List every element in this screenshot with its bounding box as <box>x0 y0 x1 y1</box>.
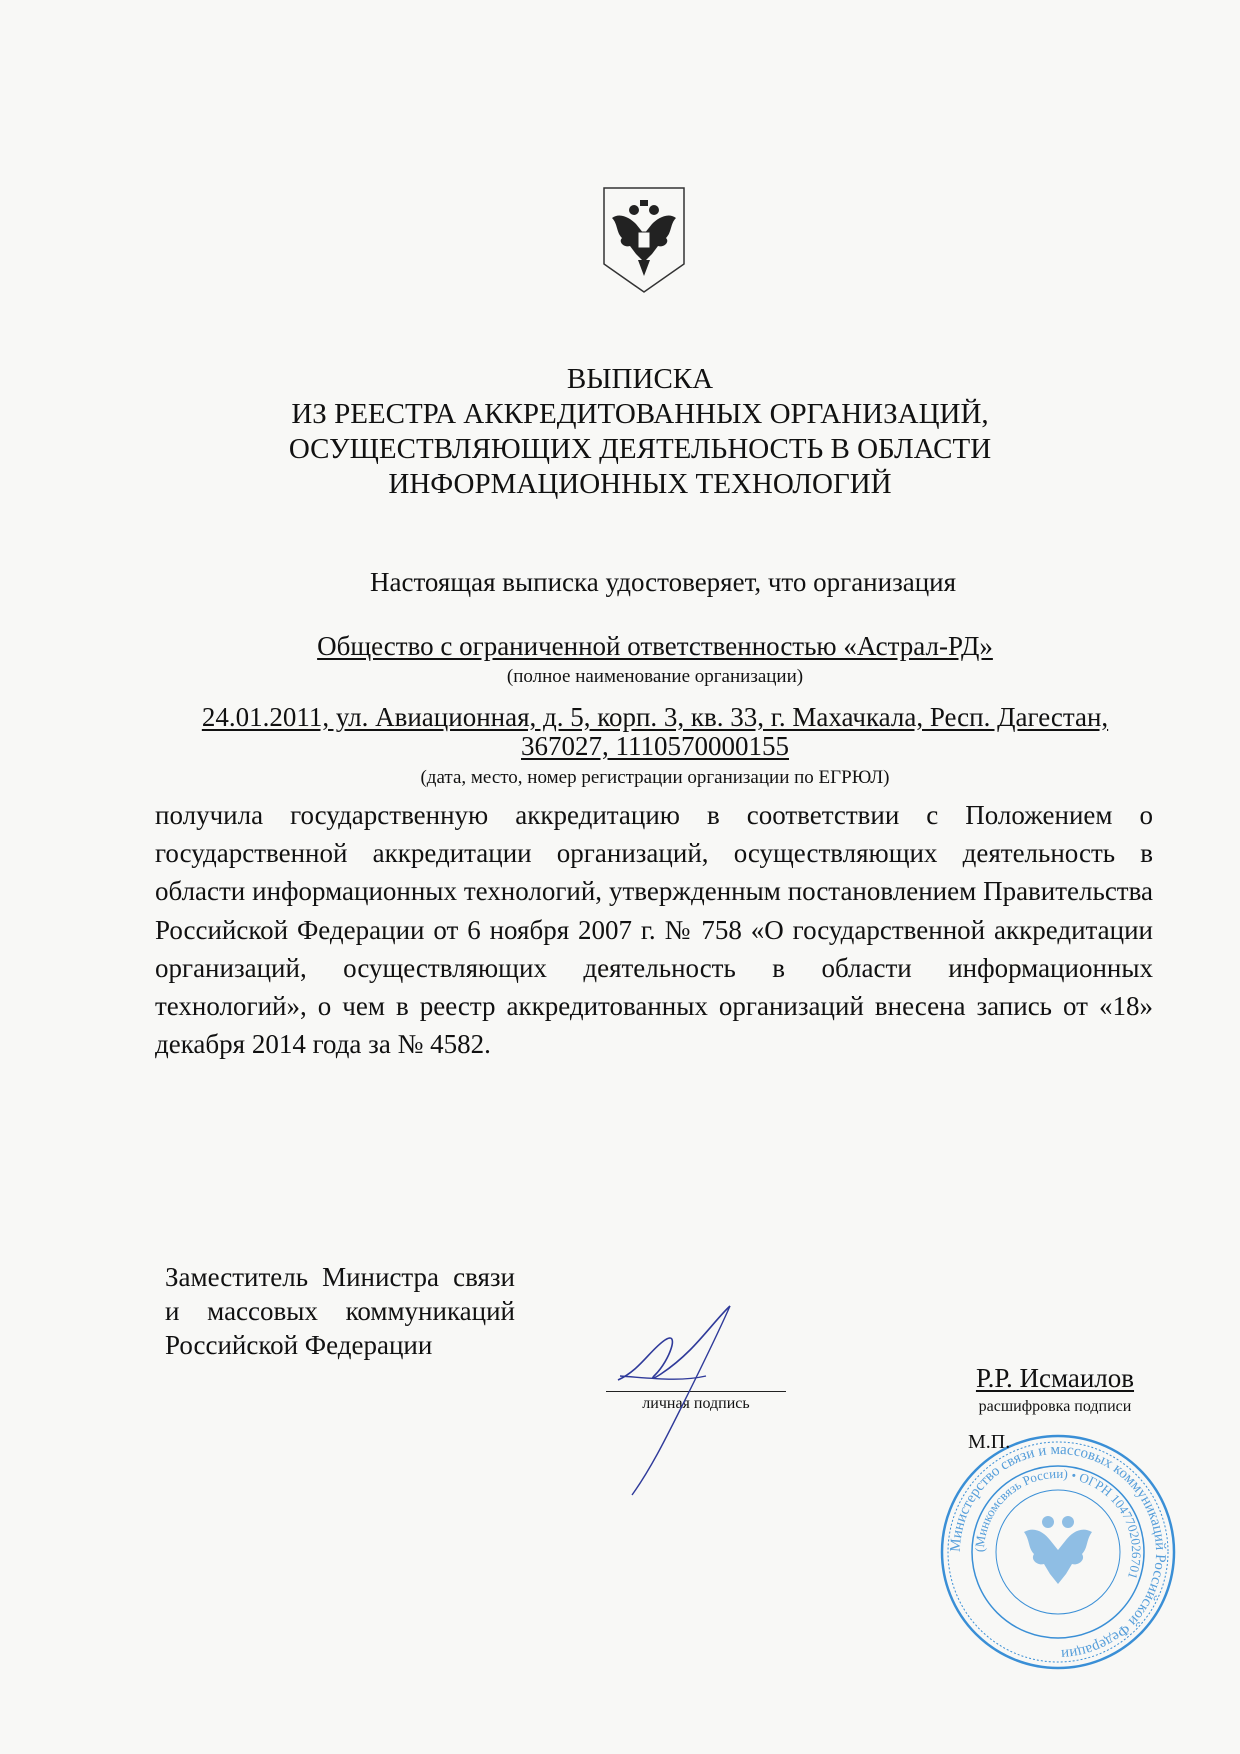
official-seal-icon <box>938 1432 1178 1672</box>
title-line: ВЫПИСКА <box>566 363 714 395</box>
registration-line-1-text: 24.01.2011, ул. Авиационная, д. 5, корп. 3, кв. 33, г. Махачкала, Респ. Дагестан, <box>201 702 1109 732</box>
seal-inner-text: (Минкомсвязь России) • ОГРН 1047702026701 <box>971 1465 1145 1581</box>
intro-text: Настоящая выписка удостоверяет, что организация <box>370 567 957 597</box>
organization-name-text: Общество с ограниченной ответственностью «Астрал-РД» <box>317 631 993 661</box>
registration-line-1 <box>155 701 1155 733</box>
handwritten-signature-icon <box>610 1300 790 1500</box>
registration-line-2-text: 367027, 1110570000155 <box>521 731 789 761</box>
signatory-name-caption: расшифровка подписи <box>978 1398 1132 1415</box>
coat-of-arms-icon <box>600 184 688 296</box>
title-line: ИЗ РЕЕСТРА АККРЕДИТОВАННЫХ ОРГАНИЗАЦИЙ, <box>291 398 989 430</box>
accreditation-body-text: получила государственную аккредитацию в соответствии с Положением о государственной аккредитации организаций, осуществляющих деятельность в области информационных технологий, утвержденным постановлением Правительства Российской Федерации от 6 ноября 2007 г. № 758 «О государственной аккредитации организаций, осуществляющих деятельность в области информационных технологий», о чем в реестр аккредитованных организаций внесена запись от «18» декабря 2014 года за № 4582. <box>155 800 1153 1060</box>
seal-outer-text: Министерство связи и массовых коммуникаций Российской Федерации <box>947 1441 1169 1663</box>
organization-name-caption: (полное наименование организации) <box>506 666 804 687</box>
signature-caption: личная подпись <box>642 1395 750 1412</box>
registration-line-2 <box>155 730 1155 762</box>
stamp-place-label: М.П. <box>968 1431 1011 1453</box>
signatory-name-text: Р.Р. Исмаилов <box>975 1363 1135 1393</box>
signatory-position: Заместитель Министра связи и массовых коммуникаций Российской Федерации <box>165 1262 515 1360</box>
registration-caption: (дата, место, номер регистрации организации по ЕГРЮЛ) <box>420 767 890 788</box>
organization-name <box>155 630 1155 662</box>
signatory-name <box>960 1362 1150 1394</box>
title-line: ОСУЩЕСТВЛЯЮЩИХ ДЕЯТЕЛЬНОСТЬ В ОБЛАСТИ <box>288 433 992 465</box>
document-title <box>240 362 1040 502</box>
title-line: ИНФОРМАЦИОННЫХ ТЕХНОЛОГИЙ <box>388 468 892 500</box>
